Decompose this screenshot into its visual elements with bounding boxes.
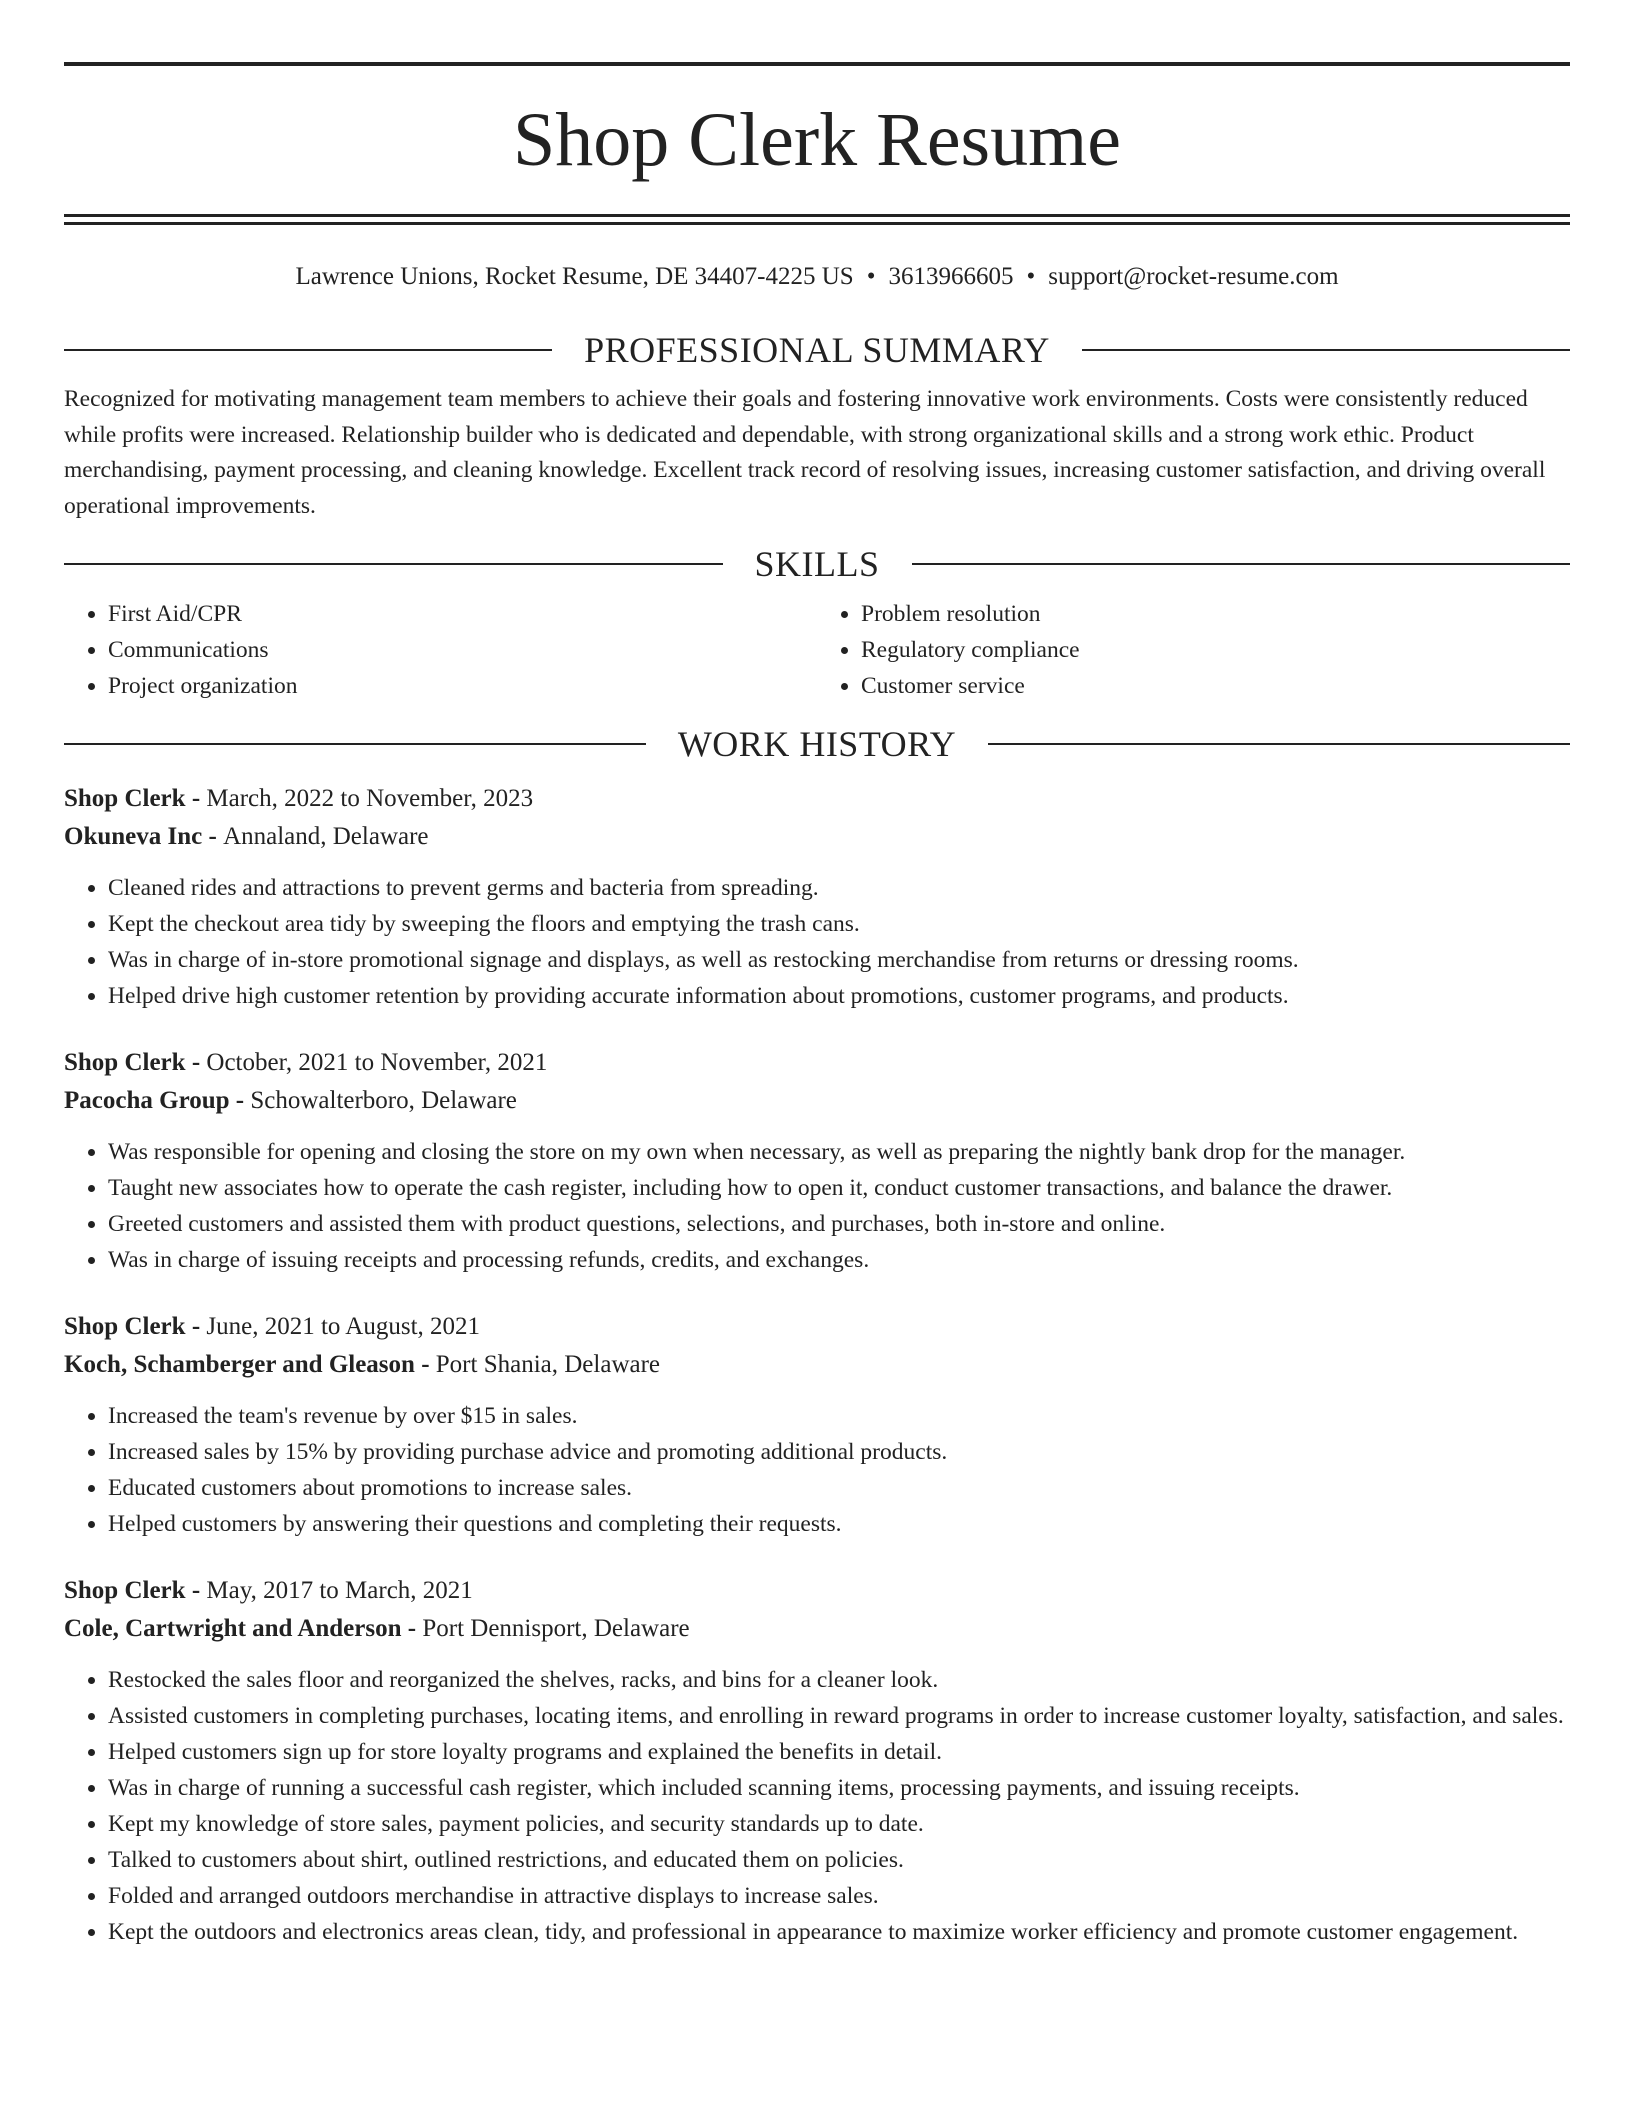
job-company-line: Koch, Schamberger and Gleason - Port Shania, Delaware	[64, 1351, 661, 1378]
job-bullet: • Helped drive high customer retention by providing accurate information about promotions, customer programs, and products.	[108, 978, 1570, 1014]
job-title-line: Shop Clerk - May, 2017 to March, 2021	[64, 1577, 473, 1604]
skills-grid	[64, 596, 1570, 704]
job-location: Annaland, Delaware	[223, 823, 429, 850]
job-company-line: Okuneva Inc - Annaland, Delaware	[64, 823, 429, 850]
job-entry	[64, 1572, 1570, 1950]
heading-rule-right	[988, 743, 1570, 745]
heading-rule-left	[64, 563, 723, 565]
job-entry	[64, 780, 1570, 1014]
job-bullet: • Was in charge of issuing receipts and processing refunds, credits, and exchanges.	[108, 1242, 1570, 1278]
work-section-heading	[64, 722, 1570, 766]
job-company: Koch, Schamberger and Gleason	[64, 1351, 415, 1378]
job-company: Cole, Cartwright and Anderson	[64, 1615, 402, 1642]
skill-item: • First Aid/CPR	[108, 596, 817, 632]
job-location: Schowalterboro, Delaware	[250, 1087, 517, 1114]
job-bullet: • Greeted customers and assisted them with product questions, selections, and purchases, both in-store and online.	[108, 1206, 1570, 1242]
work-heading-label: WORK HISTORY	[677, 724, 957, 764]
contact-address: Lawrence Unions, Rocket Resume, DE 34407-4225 US	[295, 263, 854, 290]
job-location: Port Shania, Delaware	[435, 1351, 661, 1378]
summary-section-heading	[64, 328, 1570, 372]
heading-rule-right	[912, 563, 1571, 565]
job-bullet: • Kept the checkout area tidy by sweeping the floors and emptying the trash cans.	[108, 906, 1570, 942]
job-company-line: Pacocha Group - Schowalterboro, Delaware	[64, 1087, 517, 1114]
job-title-line: Shop Clerk - June, 2021 to August, 2021	[64, 1313, 481, 1340]
resume-sheet	[64, 62, 1570, 1950]
job-title-line: Shop Clerk - October, 2021 to November, 2021	[64, 1049, 548, 1076]
contact-separator: •	[866, 263, 876, 290]
heading-rule-left	[64, 349, 552, 351]
job-bullets	[64, 1134, 1570, 1278]
job-bullet: • Helped customers sign up for store loyalty programs and explained the benefits in detail.	[108, 1734, 1570, 1770]
job-bullet: • Taught new associates how to operate the cash register, including how to open it, conduct customer transactions, and balance the drawer.	[108, 1170, 1570, 1206]
job-bullet: • Folded and arranged outdoors merchandise in attractive displays to increase sales.	[108, 1878, 1570, 1914]
skill-item: • Customer service	[861, 668, 1570, 704]
contact-email: support@rocket-resume.com	[1048, 263, 1339, 290]
job-bullet: • Talked to customers about shirt, outlined restrictions, and educated them on policies.	[108, 1842, 1570, 1878]
job-dates: March, 2022 to November, 2023	[206, 785, 534, 812]
job-company: Pacocha Group	[64, 1087, 230, 1114]
job-bullet: • Helped customers by answering their questions and completing their requests.	[108, 1506, 1570, 1542]
summary-paragraph: Recognized for motivating management team members to achieve their goals and fostering innovative work environments. Costs were consistently reduced while profits were increased. Relationship builder who is dedicated and dependable, with strong organizational skills and a strong work ethic. Product merchandising, payment processing, and cleaning knowledge. Excellent track record of resolving issues, increasing customer satisfaction, and driving overall operational improvements.	[64, 386, 1546, 519]
job-title-line: Shop Clerk - March, 2022 to November, 2023	[64, 785, 534, 812]
skills-column-right	[817, 596, 1570, 704]
skills-heading-label: SKILLS	[754, 544, 880, 584]
job-company-line: Cole, Cartwright and Anderson - Port Dennisport, Delaware	[64, 1615, 690, 1642]
resume-title: Shop Clerk Resume	[513, 98, 1121, 182]
job-bullets	[64, 870, 1570, 1014]
job-dates: May, 2017 to March, 2021	[206, 1577, 473, 1604]
contact-separator: •	[1026, 263, 1036, 290]
heading-rule-right	[1082, 349, 1570, 351]
job-bullet: • Increased sales by 15% by providing purchase advice and promoting additional products.	[108, 1434, 1570, 1470]
job-bullet: • Was in charge of running a successful cash register, which included scanning items, processing payments, and issuing receipts.	[108, 1770, 1570, 1806]
skill-item: • Communications	[108, 632, 817, 668]
job-bullet: • Assisted customers in completing purchases, locating items, and enrolling in reward programs in order to increase customer loyalty, satisfaction, and sales.	[108, 1698, 1570, 1734]
job-bullets	[64, 1662, 1570, 1950]
skill-item: • Regulatory compliance	[861, 632, 1570, 668]
job-bullet: • Cleaned rides and attractions to prevent germs and bacteria from spreading.	[108, 870, 1570, 906]
job-bullet: • Educated customers about promotions to increase sales.	[108, 1470, 1570, 1506]
summary-heading-label: PROFESSIONAL SUMMARY	[584, 330, 1050, 370]
job-location: Port Dennisport, Delaware	[422, 1615, 690, 1642]
skill-item: • Project organization	[108, 668, 817, 704]
job-bullet: • Was in charge of in-store promotional signage and displays, as well as restocking merchandise from returns or dressing rooms.	[108, 942, 1570, 978]
job-bullet: • Kept my knowledge of store sales, payment policies, and security standards up to date.	[108, 1806, 1570, 1842]
job-bullet: • Restocked the sales floor and reorganized the shelves, racks, and bins for a cleaner look.	[108, 1662, 1570, 1698]
job-title: Shop Clerk	[64, 1313, 186, 1340]
job-title: Shop Clerk	[64, 1577, 186, 1604]
job-dates: June, 2021 to August, 2021	[206, 1313, 481, 1340]
job-company: Okuneva Inc	[64, 823, 203, 850]
skill-item: • Problem resolution	[861, 596, 1570, 632]
job-entry	[64, 1044, 1570, 1278]
skills-section-heading	[64, 542, 1570, 586]
job-bullet: • Increased the team's revenue by over $15 in sales.	[108, 1398, 1570, 1434]
job-bullet: • Was responsible for opening and closing the store on my own when necessary, as well as preparing the nightly bank drop for the manager.	[108, 1134, 1570, 1170]
title-double-rule	[64, 214, 1570, 225]
job-dates: October, 2021 to November, 2021	[206, 1049, 548, 1076]
job-title: Shop Clerk	[64, 785, 186, 812]
contact-line	[64, 261, 1570, 293]
job-entry	[64, 1308, 1570, 1542]
job-bullets	[64, 1398, 1570, 1542]
job-bullet: • Kept the outdoors and electronics areas clean, tidy, and professional in appearance to maximize worker efficiency and promote customer engagement.	[108, 1914, 1570, 1950]
top-rule	[64, 62, 1570, 66]
skills-column-left	[64, 596, 817, 704]
job-title: Shop Clerk	[64, 1049, 186, 1076]
contact-phone: 3613966605	[888, 263, 1014, 290]
heading-rule-left	[64, 743, 646, 745]
